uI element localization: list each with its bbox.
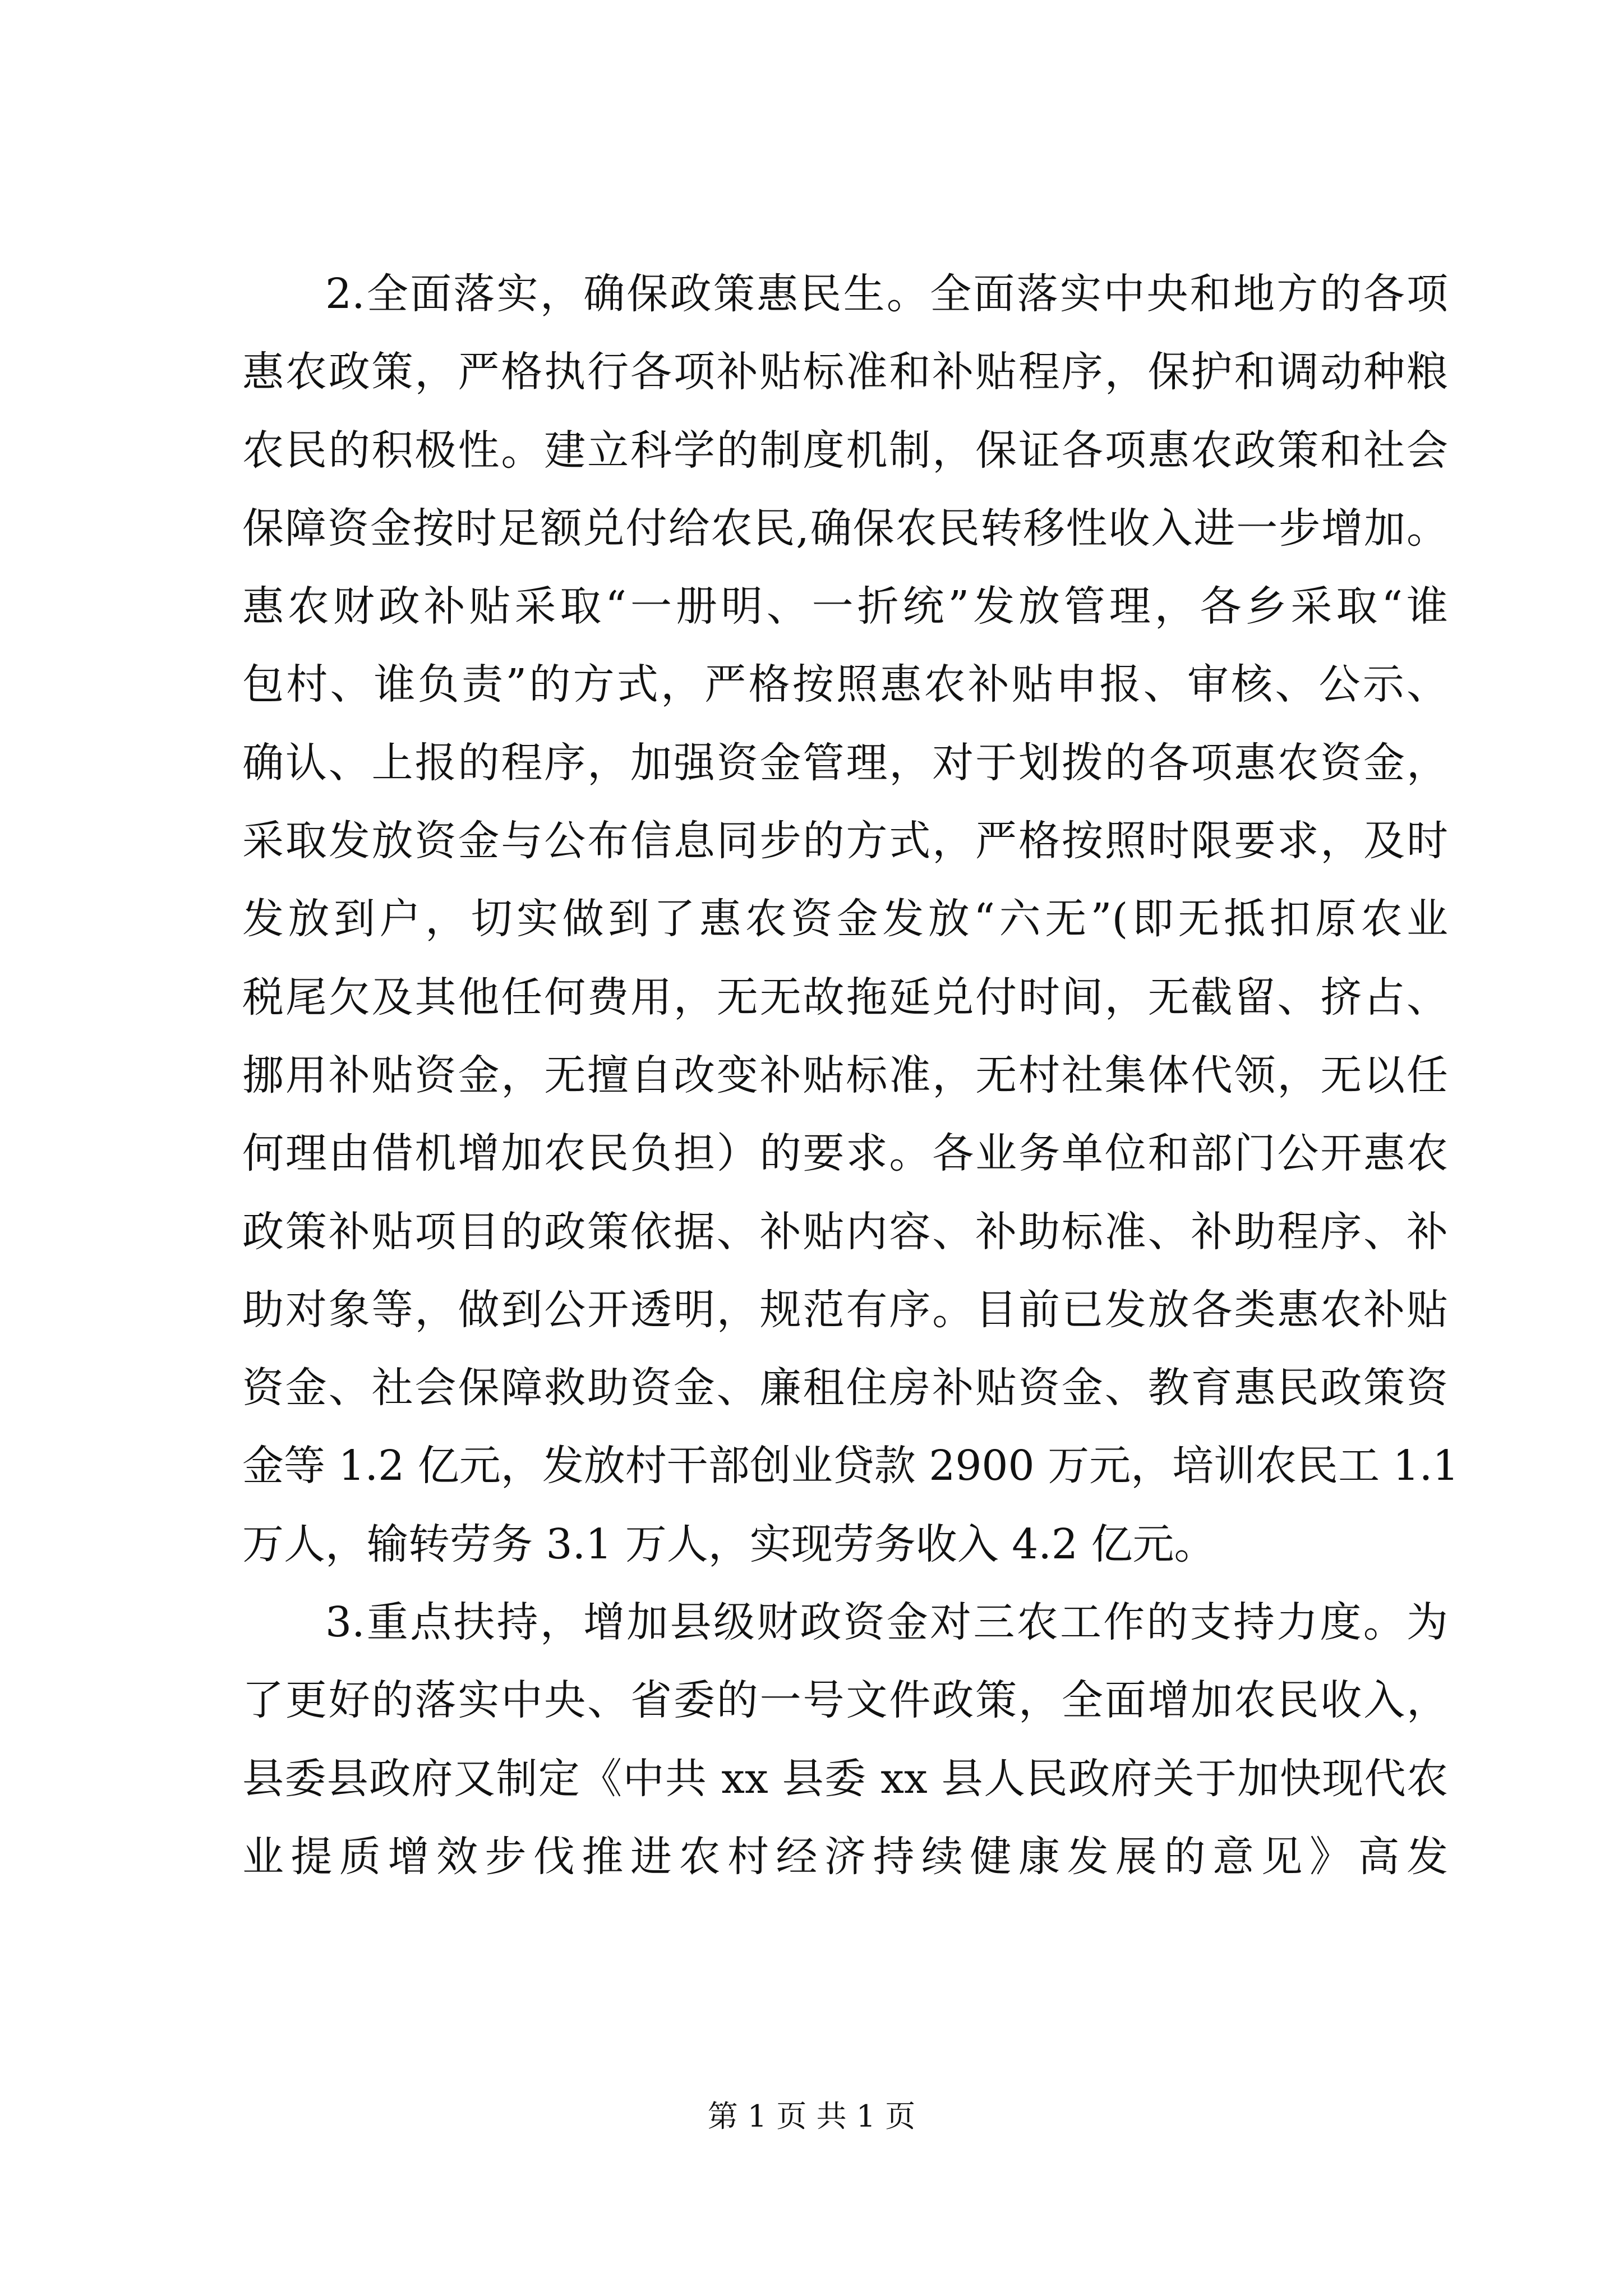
paragraph-2-line: 政策补贴项目的政策依据、补贴内容、补助标准、补助程序、补: [242, 1207, 1448, 1256]
paragraph-2-line: 发放到户，切实做到了惠农资金发放“六无”(即无抵扣原农业: [242, 895, 1448, 944]
paragraph-2-line: 万人，输转劳务 3.1 万人，实现劳务收入 4.2 亿元。: [242, 1520, 1216, 1568]
page-number-label: 第 1 页 共 1 页: [707, 2099, 916, 2134]
paragraph-3-line: 业提质增效步伐推进农村经济持续健康发展的意见》高发: [242, 1832, 1448, 1881]
paragraph-2-line: 农民的积极性。建立科学的制度机制，保证各项惠农政策和社会: [242, 426, 1448, 475]
paragraph-2-line: 挪用补贴资金，无擅自改变补贴标准，无村社集体代领，无以任: [242, 1051, 1448, 1099]
paragraph-2-line: 保障资金按时足额兑付给农民,确保农民转移性收入进一步增加。: [242, 504, 1448, 553]
document-body: [242, 255, 1459, 1896]
page-footer: [0, 2097, 1623, 2136]
paragraph-2-line: 确认、上报的程序，加强资金管理，对于划拨的各项惠农资金，: [242, 738, 1448, 787]
paragraph-2-line: 采取发放资金与公布信息同步的方式，严格按照时限要求，及时: [242, 817, 1448, 866]
paragraph-2-line: 惠农政策，严格执行各项补贴标准和补贴程序，保护和调动种粮: [242, 348, 1448, 397]
paragraph-2-line: 资金、社会保障救助资金、廉租住房补贴资金、教育惠民政策资: [242, 1364, 1448, 1412]
paragraph-2-line: 金等 1.2 亿元，发放村干部创业贷款 2900 万元，培训农民工 1.1: [242, 1442, 1459, 1490]
paragraph-2-line: 惠农财政补贴采取“一册明、一折统”发放管理，各乡采取“谁: [242, 582, 1448, 631]
paragraph-2-line: 何理由借机增加农民负担）的要求。各业务单位和部门公开惠农: [242, 1129, 1448, 1178]
paragraph-3-line: 县委县政府又制定《中共 xx 县委 xx 县人民政府关于加快现代农: [242, 1754, 1448, 1803]
paragraph-2-line: 包村、谁负责”的方式，严格按照惠农补贴申报、审核、公示、: [242, 660, 1448, 709]
paragraph-2-line: 2.全面落实，确保政策惠民生。全面落实中央和地方的各项: [325, 270, 1448, 318]
paragraph-2-line: 税尾欠及其他任何费用，无无故拖延兑付时间，无截留、挤占、: [242, 973, 1448, 1022]
paragraph-2-line: 助对象等，做到公开透明，规范有序。目前已发放各类惠农补贴: [242, 1285, 1448, 1334]
paragraph-3-line: 了更好的落实中央、省委的一号文件政策，全面增加农民收入，: [242, 1676, 1448, 1725]
paragraph-3-line: 3.重点扶持，增加县级财政资金对三农工作的支持力度。为: [325, 1598, 1448, 1647]
